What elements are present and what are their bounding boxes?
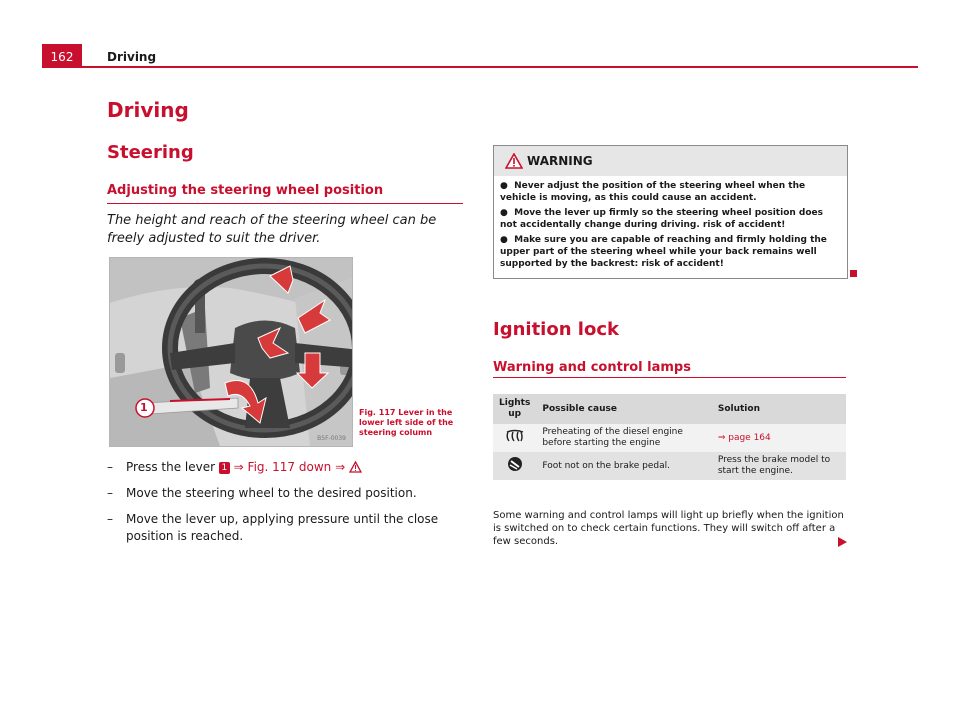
table-row [493,424,846,452]
figure-steering-wheel [109,257,353,447]
col-lights-up: Lights up [493,394,536,424]
table-header-row [493,394,846,424]
warning-box [493,145,848,279]
figure-link[interactable]: ⇒ Fig. 117 down ⇒ [229,460,349,474]
warning-header [494,146,847,176]
continue-arrow-icon [838,537,847,547]
running-title: Driving [107,50,157,64]
table-row [493,452,846,480]
page-number: 162 [42,44,82,68]
steps-list [107,459,463,554]
warning-triangle-icon[interactable] [349,461,362,473]
step-3: – Move the lever up, applying pressure until the close position is reached. [107,512,439,543]
steering-wheel-illustration [110,258,352,446]
solution-cell: Press the brake model to start the engine. [712,452,846,480]
intro-text: The height and reach of the steering wheel can be freely adjusted to suit the driver. [107,213,437,246]
lamps-note: Some warning and control lamps will light up briefly when the ignition is switched on to check certain functions. They will switch off after a few seconds. [493,510,844,547]
chapter-title: Driving [107,98,189,122]
subsection-rule [107,203,463,204]
section-title-ignition: Ignition lock [493,319,619,340]
glow-plug-icon [505,429,525,443]
header-rule [42,66,918,68]
col-solution: Solution [712,394,846,424]
cause-cell: Foot not on the brake pedal. [536,452,712,480]
step-1: – Press the lever 1 ⇒ Fig. 117 down ⇒ [107,459,463,476]
warning-body [494,176,847,270]
warning-item: ● Move the lever up firmly so the steering wheel position does not accidentally change during driving. risk of accident! [500,208,824,230]
warning-icon [505,153,523,169]
section-end-mark [850,270,857,277]
col-possible-cause: Possible cause [536,394,712,424]
callout-1: 1 [140,401,148,414]
warning-item: ● Make sure you are capable of reaching and firmly holding the upper part of the steering wheel while your back remains well supported by the backrest: risk of accident! [500,235,827,269]
step-2: – Move the steering wheel to the desired position. [107,486,417,500]
subsection-title-lamps: Warning and control lamps [493,360,691,375]
subsection-title-adjusting: Adjusting the steering wheel position [107,183,384,198]
lamps-table [493,394,846,480]
warning-title: WARNING [527,154,593,168]
warning-item: ● Never adjust the position of the steering wheel when the vehicle is moving, as this could cause an accident. [500,181,806,203]
brake-pedal-icon [506,456,524,472]
section-title-steering: Steering [107,142,194,163]
lever-key-1: 1 [219,462,230,474]
figure-code: B5F-0039 [317,435,346,442]
figure-caption: Fig. 117 Lever in the lower left side of the steering column [359,408,454,437]
solution-link[interactable]: ⇒ page 164 [712,424,846,452]
cause-cell: Preheating of the diesel engine before starting the engine [536,424,712,452]
subsection-rule [493,377,846,378]
